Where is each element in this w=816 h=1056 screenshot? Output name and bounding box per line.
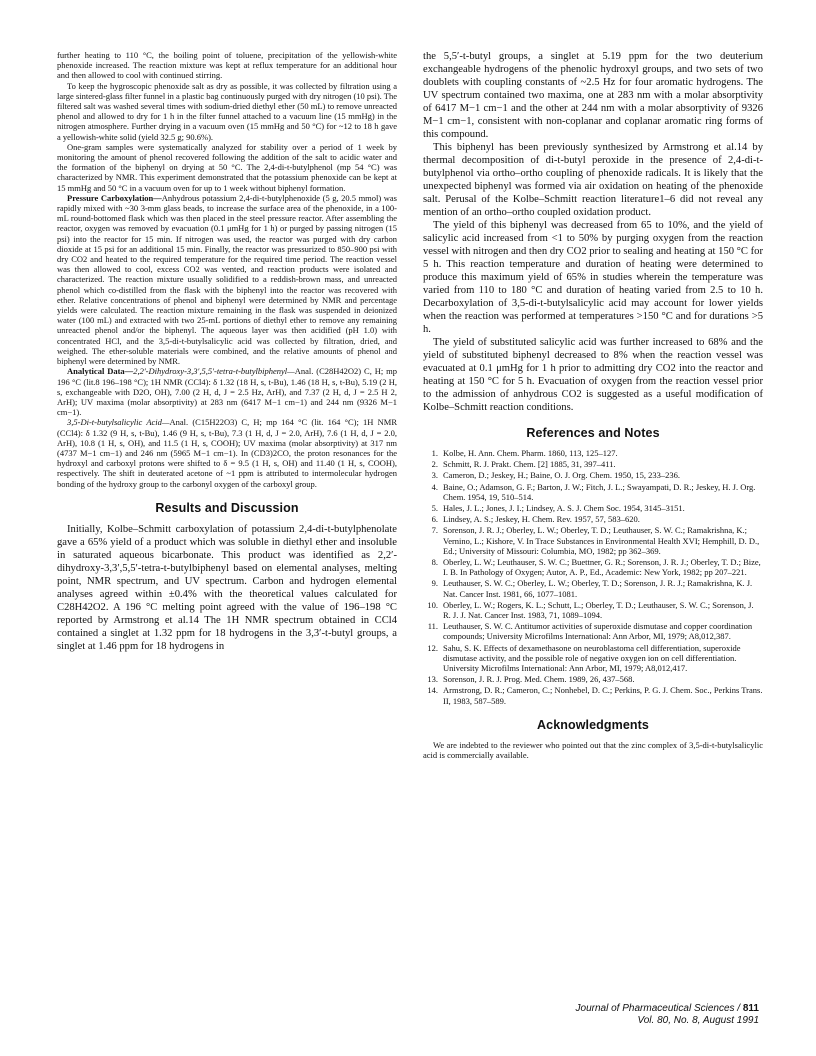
experimental-text <box>57 50 397 489</box>
run-in-heading: Pressure Carboxylation— <box>67 192 162 203</box>
reference-number: 10. <box>427 599 438 610</box>
reference-text: Sorenson, J. R. J.; Oberley, L. W.; Oberley, T. D.; Leuthauser, S. W. C.; Ramakrishna, K.; Vernino, L.; Kishore, V. In Trace Substances in Environmental Health XVI; Hemphill, D. D., Ed.; University of Missouri: Columbia, MO, 1982; pp 362–369. <box>443 525 760 556</box>
reference-number: 7. <box>431 525 438 536</box>
reference-number: 8. <box>431 557 438 568</box>
paragraph-text: Anhydrous potassium 2,4-di-t-butylphenoxide (5 g, 20.5 mmol) was rapidly mixed with ~30 3-mm glass beads, to increase the surface area of the phenoxide, in a 100-mL round-bottomed flask which was then placed in the steel pressure reactor. After assembling the reactor, oxygen was removed by evacuation (0.1 μmHg for 1 h) or purged by passing nitrogen (15 psi) into the reactor for 15 min. If nitrogen was used, the reactor was purged with dry carbon dioxide at 15 psi for an additional 15 min. Finally, the reactor was pressurized to 850–900 psi with dry CO2 and heated to the required temperature for the required time period. The reaction vessel was then allowed to cool, excess CO2 was vented, and reaction products were isolated and characterized. The reaction mixture usually solidified to a reddish-brown mass, and unreacted phenol which co-distilled from the flask with the biphenyl into the reactor was recovered with ether. Relative concentrations of phenol and biphenyl were determined by NMR and percentage yields were calculated. The reaction mixture remaining in the flask was suspended in deionized water (100 mL) and extracted with two 25-mL portions of diethyl ether to remove any remaining unreacted phenol and/or the biphenyl. The aqueous layer was then acidified (pH 1.0) with concentrated HCl, and the 3,5-di-t-butylsalicylic acid was collected by filtration, dried, and weighed. The ether-soluble materials were combined, and the relative amounts of phenol and biphenyl were determined by NMR. <box>57 192 397 367</box>
volume-info: Vol. 80, No. 8, August 1991 <box>637 1015 759 1026</box>
reference-text: Sorenson, J. R. J. Prog. Med. Chem. 1989, 26, 437–568. <box>443 674 635 685</box>
reference-number: 5. <box>431 503 438 514</box>
results-heading: Results and Discussion <box>155 500 299 515</box>
reference-item <box>423 674 763 684</box>
reference-text: Leuthauser, S. W. C.; Oberley, L. W.; Oberley, T. D.; Sorenson, J. R. J.; Ramakrishna, K. J. Nat. Cancer Inst. 1981, 66, 1077–1081. <box>443 578 753 599</box>
reference-text: Kolbe, H. Ann. Chem. Pharm. 1860, 113, 125–127. <box>443 448 618 458</box>
analytical-data-paragraph <box>57 366 397 417</box>
reference-text: Armstrong, D. R.; Cameron, C.; Nonhebel, D. C.; Perkins, P. G. J. Chem. Soc., Perkins Trans. II, 1983, 587–589. <box>443 685 763 706</box>
compound-name: 3,5-Di-t-butylsalicylic Acid— <box>67 417 170 428</box>
reference-text: Cameron, D.; Jeskey, H.; Baine, O. J. Org. Chem. 1950, 15, 233–236. <box>443 470 681 481</box>
reference-number: 6. <box>431 514 438 525</box>
paragraph: We are indebted to the reviewer who pointed out that the zinc complex of 3,5-di-t-butylsalicylic acid is commercially available. <box>423 739 763 761</box>
reference-text: Schmitt, R. J. Prakt. Chem. [2] 1885, 31, 397–411. <box>443 459 616 470</box>
results-text-right <box>423 50 763 414</box>
reference-text: Baine, O.; Adamson, G. F.; Barton, J. W.; Fitch, J. L.; Swayampati, D. R.; Jeskey, H. J. Org. Chem. 1954, 19, 510–514. <box>443 481 756 502</box>
reference-text: Oberley, L. W.; Leuthauser, S. W. C.; Buettner, G. R.; Sorenson, J. R. J.; Oberley, T. D.; Bize, I. B. In Pathology of Oxygen; Autor, A. P., Ed., Academic: New York, 1982; pp 207–221. <box>443 557 761 578</box>
reference-number: 9. <box>431 578 438 589</box>
reference-number: 4. <box>431 481 438 492</box>
reference-text: Hales, J. L.; Jones, J. I.; Lindsey, A. S. J. Chem Soc. 1954, 3145–3151. <box>443 503 685 514</box>
page-footer <box>576 1003 759 1027</box>
reference-item <box>423 578 763 598</box>
results-text-left <box>57 523 397 653</box>
reference-item <box>423 503 763 513</box>
pressure-carboxylation-paragraph <box>57 193 397 366</box>
run-in-heading: Analytical Data— <box>67 366 134 377</box>
paragraph: One-gram samples were systematically analyzed for stability over a period of 1 week by monitoring the amount of phenol recovered following the addition of the salt to acidic water and the formation of the biphenyl on drying at 50 °C. The 2,4-di-t-butylphenol (mp 54 °C) was characterized by NMR. This experiment demonstrated that the potassium phenoxide can be kept at 15 mmHg and 50 °C in a vacuum oven for up to 1 week without biphenyl formation. <box>57 141 397 193</box>
reference-number: 1. <box>431 448 438 458</box>
references-heading: References and Notes <box>526 426 660 440</box>
reference-item <box>423 459 763 469</box>
reference-item <box>423 525 763 556</box>
compound-name: 2,2′-Dihydroxy-3,3′,5,5′-tetra-t-butylbiphenyl— <box>133 366 295 377</box>
reference-number: 13. <box>427 674 438 685</box>
reference-text: Leuthauser, S. W. C. Antitumor activities of superoxide dismutase and copper coordination compounds; University Microfilms International: Ann Arbor, MI, 1979; A8,012,387. <box>443 621 753 642</box>
reference-item <box>423 470 763 480</box>
journal-name: Journal of Pharmaceutical Sciences / <box>575 1003 743 1014</box>
reference-item <box>423 448 763 458</box>
page-number: 811 <box>742 1003 759 1014</box>
right-column <box>423 50 763 760</box>
reference-item <box>423 600 763 620</box>
paragraph: further heating to 110 °C, the boiling point of toluene, precipitation of the yellowish-white phenoxide increased. The reaction mixture was kept at reflux temperature for an additional hour and then allowed to cool with continued stirring. <box>57 50 397 81</box>
reference-number: 2. <box>431 459 438 470</box>
reference-number: 12. <box>427 642 438 653</box>
left-column <box>57 50 397 653</box>
paragraph: Initially, Kolbe–Schmitt carboxylation of potassium 2,4-di-t-butylphenolate gave a 65% yield of a product which was soluble in diethyl ether and insoluble in saturated aqueous bicarbonate. This product was identified as 2,2′-dihydroxy-3,3′,5,5′-tetra-t-butylbiphenyl based on elemental analyses, melting point, NMR spectrum, and UV spectrum. Carbon and hydrogen elemental analyses agreed within ±0.4% with the theoretical values calculated for C28H42O2. A 196 °C melting point agreed with the value of 196–198 °C reported by Armstrong et al.14 The 1H NMR spectrum obtained in CCl4 contained a singlet at 1.32 ppm for 18 hydrogens in the 3,3′-t-butyl groups, a singlet at 1.46 ppm for 18 hydrogens in <box>57 523 397 652</box>
reference-item <box>423 643 763 674</box>
reference-item <box>423 514 763 524</box>
reference-text: Oberley, L. W.; Rogers, K. L.; Schutt, L.; Oberley, T. D.; Leuthauser, S. W. C.; Sorenson, J. R. J. J. Nat. Cancer Inst. 1983, 71, 1089–1094. <box>443 599 754 621</box>
reference-number: 3. <box>431 470 438 481</box>
reference-number: 11. <box>427 621 438 632</box>
acknowledgments-text <box>423 740 763 760</box>
paragraph-text: Anal. (C28H42O2) C, H; mp 196 °C (lit.8 196–198 °C); 1H NMR (CCl4): δ 1.32 (18 H, s, t-Bu), 1.46 (18 H, s, t-Bu), 5.19 (2 H, s, exchangeable with D2O, OH), 7.00 (2 H, d, J = 2.5 Hz, ArH), and 7.37 (2 H, d, J = 2.5 H 2, ArH); UV maxima (molar absorptivity) at 283 nm (6417 M−1 cm−1) and 244 nm (9326 M−1 cm−1). <box>57 366 397 418</box>
reference-text: Lindsey, A. S.; Jeskey, H. Chem. Rev. 1957, 57, 583–620. <box>443 514 640 525</box>
reference-item <box>423 685 763 705</box>
paragraph: the 5,5′-t-butyl groups, a singlet at 5.19 ppm for the two deuterium exchangeable hydrogens of the phenolic hydroxyl groups, and two sets of two doublets with coupling constants of ~2.5 Hz for four aromatic hydrogens. The UV spectrum contained two maxima, one at 283 nm with a molar absorptivity of 6417 M−1 cm−1 and the other at 244 nm with a molar absorptivity of 9326 M−1 cm−1, consistent with non-coplanar and coplanar aromatic ring forms of this compound. <box>423 51 763 140</box>
paragraph: This biphenyl has been previously synthesized by Armstrong et al.14 by thermal decomposition of di-t-butyl peroxide in the presence of 2,4-di-t-butylphenol via ortho–ortho coupling of phenoxide radicals. It is likely that the unexpected biphenyl was formed via air oxidation on heating of the phenoxide salt. Perusal of the Kolbe–Schmitt reaction literature1–6 did not reveal any mention of an ortho–ortho coupled oxidation product. <box>423 142 763 218</box>
reference-number: 14. <box>427 685 438 696</box>
reference-item <box>423 557 763 577</box>
reference-item <box>423 621 763 641</box>
paragraph: The yield of this biphenyl was decreased from 65 to 10%, and the yield of salicylic acid increased from <1 to 50% by purging oxygen from the reaction vessel with nitrogen and then dry CO2 prior to sealing and heating at 150 °C for 5 h. This reaction temperature and duration of heating were determined to produce this maximum yield of 65% in studies wherein the temperature was varied from 110 to 180 °C and duration of heating varied from 2.5 to 10 h. Decarboxylation of 3,5-di-t-butylsalicylic acid may account for lower yields when the reaction was performed at temperatures >150 °C and for durations >5 h. <box>423 220 763 335</box>
paragraph: To keep the hygroscopic phenoxide salt as dry as possible, it was collected by filtration using a large sintered-glass filter funnel in a plastic bag continuously purged with dry nitrogen (10 psi). The filtered salt was washed several times with sodium-dried diethyl ether (50 mL) to remove unreacted phenol and allowed to dry for 1 h in the filter funnel attached to a vacuum line (15 mmHg) in the nitrogen atmosphere. Further drying in a vacuum oven (15 mmHg and 50 °C) for ~12 to 18 h gave a yellowish-white solid (yield 32.5 g; 90.6%). <box>57 80 397 142</box>
paragraph: The yield of substituted salicylic acid was further increased to 68% and the yield of substituted biphenyl decreased to 8% when the reaction vessel was evacuated at 0.1 μmHg for 1 h prior to admitting dry CO2 into the reactor and heating at 150 °C for 5 h. Evacuation of oxygen from the reaction vessel prior to the admission of anhydrous CO2 is suggested as a useful modification of Kolbe–Schmitt reaction conditions. <box>423 337 763 413</box>
paragraph-text: Anal. (C15H22O3) C, H; mp 164 °C (lit. 164 °C); 1H NMR (CCl4): δ 1.32 (9 H, s, t-Bu), 1.46 (9 H, s, t-Bu), 7.3 (1 H, d, J = 2.0, ArH), 7.6 (1 H, d, J = 2.0, ArH), 10.8 (1 H, s, OH), and 11.5 (1 H, s, COOH); UV maxima (molar absorptivity) at 317 nm (4737 M−1 cm−1) and 246 nm (5965 M−1 cm−1). In (CD3)2CO, the proton resonances for the hydroxyl and carboxyl protons were shifted to δ = 9.5 (1 H, s, OH) and 11.40 (1 H, s, COOH), respectively. The shift in deuterated acetone of ~1 ppm is attributed to intermolecular hydrogen bonding of the hydroxy group to the carbonyl oxygen of the carboxyl group. <box>57 417 397 489</box>
acknowledgments-heading: Acknowledgments <box>537 717 649 732</box>
footer-journal-line <box>576 1003 759 1015</box>
references-list <box>423 448 763 706</box>
salicylic-data-paragraph <box>57 417 397 488</box>
reference-item <box>423 482 763 502</box>
reference-text: Sahu, S. K. Effects of dexamethasone on neuroblastoma cell differentiation, superoxide dismutase activity, and the possible role of negative oxygen ion on cell differentiation. University Microfilms International: Ann Arbor, MI, 1979; A8,012,417. <box>443 642 741 674</box>
